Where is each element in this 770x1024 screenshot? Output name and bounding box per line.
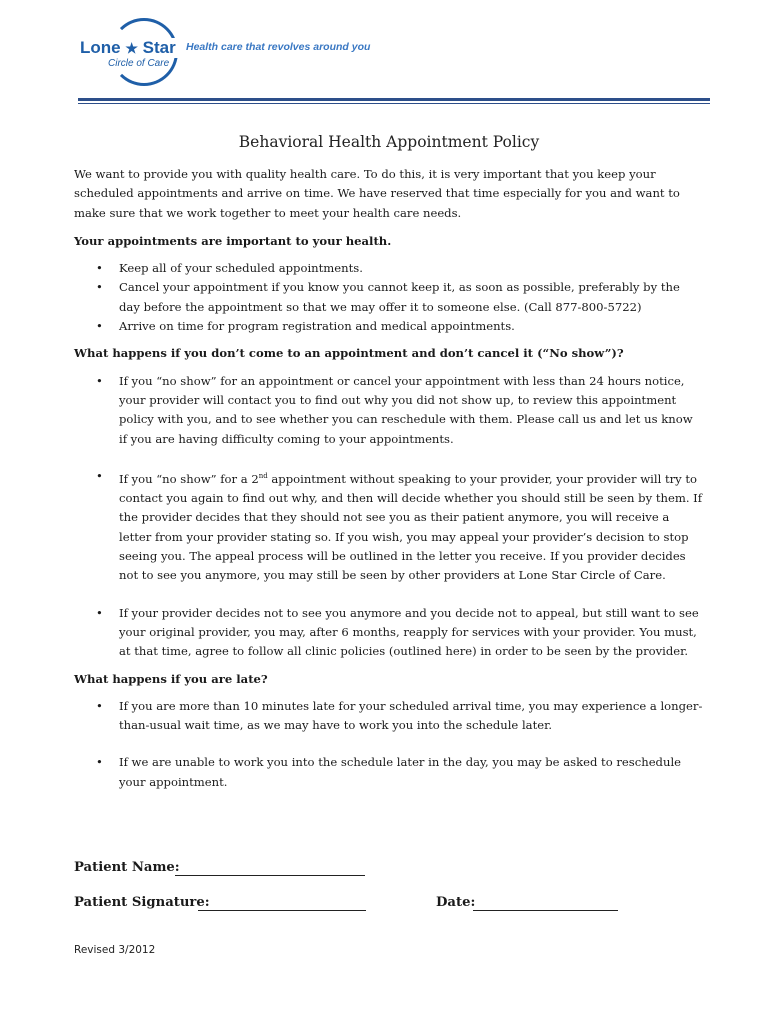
list-item: • Keep all of your scheduled appointments. xyxy=(74,259,704,278)
list-item: • Cancel your appointment if you know you cannot keep it, as soon as possible, preferably by the day before the appointment so that we may offer it to someone else. (Call 877-800-5722) xyxy=(96,280,680,314)
document-title: Behavioral Health Appointment Policy xyxy=(238,133,540,151)
no-show-list xyxy=(74,372,704,662)
bullet-icon: • xyxy=(96,605,103,620)
bullet-icon: • xyxy=(96,373,103,388)
section-heading-late: What happens if you are late? xyxy=(74,671,268,686)
bullet-icon: • xyxy=(96,280,103,295)
signature-block xyxy=(74,860,704,930)
bullet-icon: • xyxy=(96,319,103,334)
date-label: Date: xyxy=(436,895,476,910)
lone-star-logo xyxy=(80,18,180,88)
list-item: • If we are unable to work you into the schedule later in the day, you may be asked to reschedule your appointment. xyxy=(96,755,682,789)
date-line[interactable] xyxy=(473,910,618,911)
header-rule-thick xyxy=(78,98,710,101)
list-item: • If your provider decides not to see you anymore and you decide not to appeal, but still want to see your original provider, you may, after 6 months, reapply for services with your provider. You must, at that time, agree to follow all clinic policies (outlined here) in order to be seen by the provider. xyxy=(96,605,699,659)
list-item: • If you “no show” for a 2nd appointment without speaking to your provider, your provider will try to contact you again to find out why, and then will decide whether you should still be seen by them. If the provider decides that they should not see you as their patient anymore, you will receive a letter from your provider stating so. If you wish, you may appeal your provider’s decision to stop seeing you. The appeal process will be outlined in the letter you receive. If you provider decides not to see you anymore, you may still be seen by other providers at Lone Star Circle of Care. xyxy=(96,468,703,583)
section-heading-appointments: Your appointments are important to your health. xyxy=(74,233,392,248)
list-item: • If you are more than 10 minutes late for your scheduled arrival time, you may experience a longer-than-usual wait time, as we may have to work you into the schedule later. xyxy=(96,698,703,733)
bullet-icon: • xyxy=(96,261,103,276)
document-body xyxy=(74,133,704,792)
tagline: Health care that revolves around you xyxy=(186,41,371,53)
section-heading-no-show: What happens if you don’t come to an appointment and don’t cancel it (“No show”)? xyxy=(74,346,624,361)
list-item: • Arrive on time for program registration and medical appointments. xyxy=(74,317,704,336)
intro-paragraph: We want to provide you with quality health care. To do this, it is very important that you keep your scheduled appointments and arrive on time. We have reserved that time especially for you and want to make sure that we work together to meet your health care needs. xyxy=(74,167,680,220)
late-list xyxy=(74,697,704,792)
letterhead xyxy=(0,0,770,110)
patient-name-line[interactable] xyxy=(175,875,365,876)
patient-name-row xyxy=(74,860,704,895)
bullet-icon: • xyxy=(96,698,103,713)
appointments-list xyxy=(74,259,704,336)
list-item: • If you “no show” for an appointment or cancel your appointment with less than 24 hours notice, your provider will contact you to find out why you did not show up, to review this appointment policy with you, and to see whether you can reschedule with them. Please call us and let us know if you are having difficulty coming to your appointments. xyxy=(96,373,693,446)
patient-signature-line[interactable] xyxy=(198,910,366,911)
header-rule-thin xyxy=(78,103,710,104)
bullet-icon: • xyxy=(96,755,103,770)
revision-note: Revised 3/2012 xyxy=(74,944,156,956)
patient-name-label: Patient Name: xyxy=(74,860,180,875)
logo-subtitle: Circle of Care xyxy=(108,58,170,69)
bullet-icon: • xyxy=(96,468,103,483)
logo-wordmark: Lone ★ Star xyxy=(80,38,176,57)
star-icon: ★ xyxy=(125,40,138,56)
patient-signature-row xyxy=(74,895,704,930)
patient-signature-label: Patient Signature: xyxy=(74,895,210,910)
